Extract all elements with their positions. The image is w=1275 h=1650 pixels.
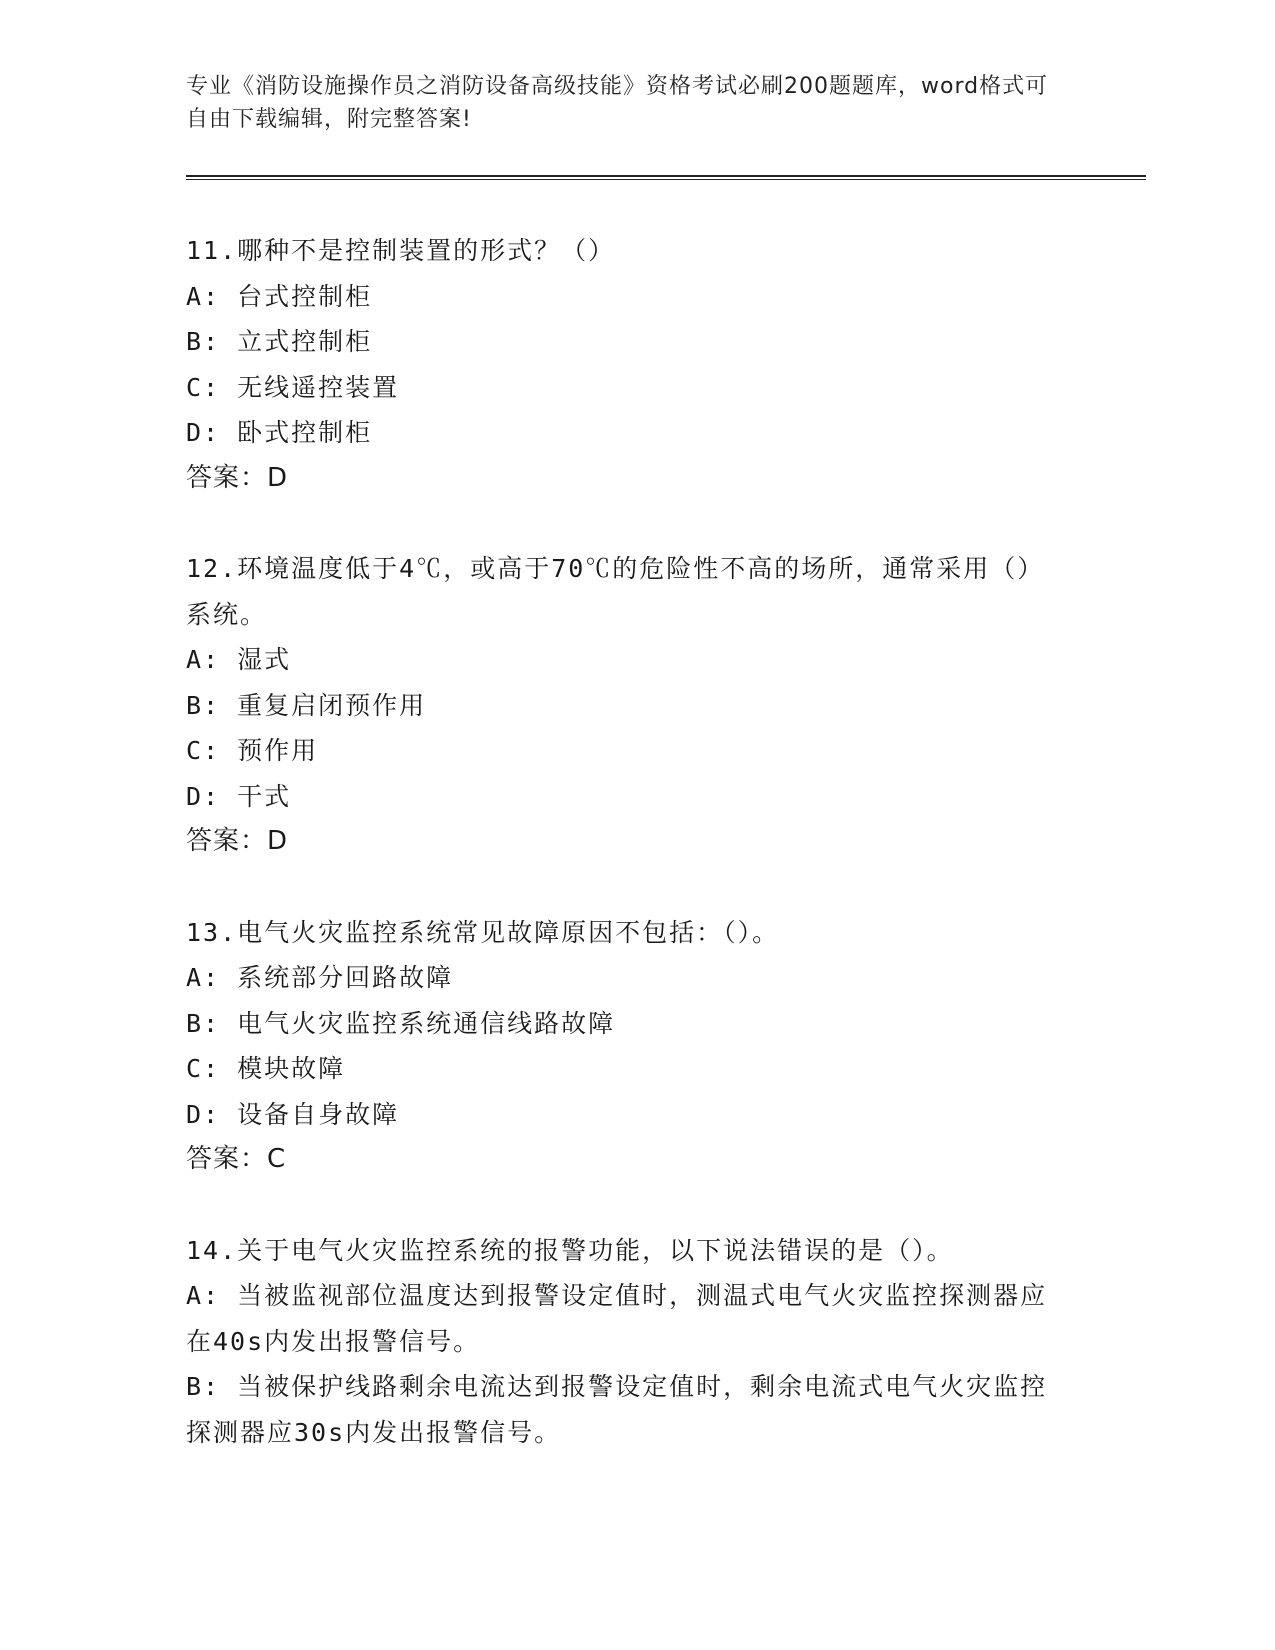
option-b: B: 重复启闭预作用 <box>186 690 427 720</box>
option-c: C: 无线遥控装置 <box>186 372 400 402</box>
spacer <box>186 501 1086 546</box>
header-divider <box>186 175 1146 180</box>
question-13 <box>186 910 1086 1183</box>
spacer <box>186 865 1086 910</box>
question-stem: 13.电气火灾监控系统常见故障原因不包括：（）。 <box>186 917 780 947</box>
question-stem: 12.环境温度低于4℃，或高于70℃的危险性不高的场所，通常采用（）系统。 <box>186 554 1045 629</box>
option-a: A: 系统部分回路故障 <box>186 963 454 992</box>
question-11 <box>186 228 1086 501</box>
question-stem: 14.关于电气火灾监控系统的报警功能，以下说法错误的是（）。 <box>186 1235 954 1265</box>
question-14 <box>186 1228 1086 1456</box>
answer: 答案：D <box>186 826 289 856</box>
question-12 <box>186 546 1086 865</box>
answer: 答案：C <box>186 1144 287 1174</box>
option-b: B: 当被保护线路剩余电流达到报警设定值时，剩余电流式电气火灾监控探测器应30s内发出报警信号。 <box>186 1372 1048 1447</box>
answer: 答案：D <box>186 462 289 493</box>
option-b: B: 立式控制柜 <box>186 327 373 356</box>
question-list <box>186 228 1086 1455</box>
option-d: D: 干式 <box>186 781 292 811</box>
option-c: C: 预作用 <box>186 736 319 765</box>
question-stem: 11.哪种不是控制装置的形式？（） <box>186 236 616 265</box>
option-a: A: 湿式 <box>186 645 292 674</box>
document-header: 专业《消防设施操作员之消防设备高级技能》资格考试必刷200题题库，word格式可自由下载编辑，附完整答案! <box>186 74 1049 132</box>
option-d: D: 设备自身故障 <box>186 1099 400 1129</box>
option-d: D: 卧式控制柜 <box>186 418 373 447</box>
option-a: A: 台式控制柜 <box>186 281 373 311</box>
option-a: A: 当被监视部位温度达到报警设定值时，测温式电气火灾监控探测器应在40s内发出报警信号。 <box>186 1281 1048 1356</box>
option-c: C: 模块故障 <box>186 1054 346 1083</box>
option-b: B: 电气火灾监控系统通信线路故障 <box>186 1008 616 1038</box>
spacer <box>186 1183 1086 1228</box>
